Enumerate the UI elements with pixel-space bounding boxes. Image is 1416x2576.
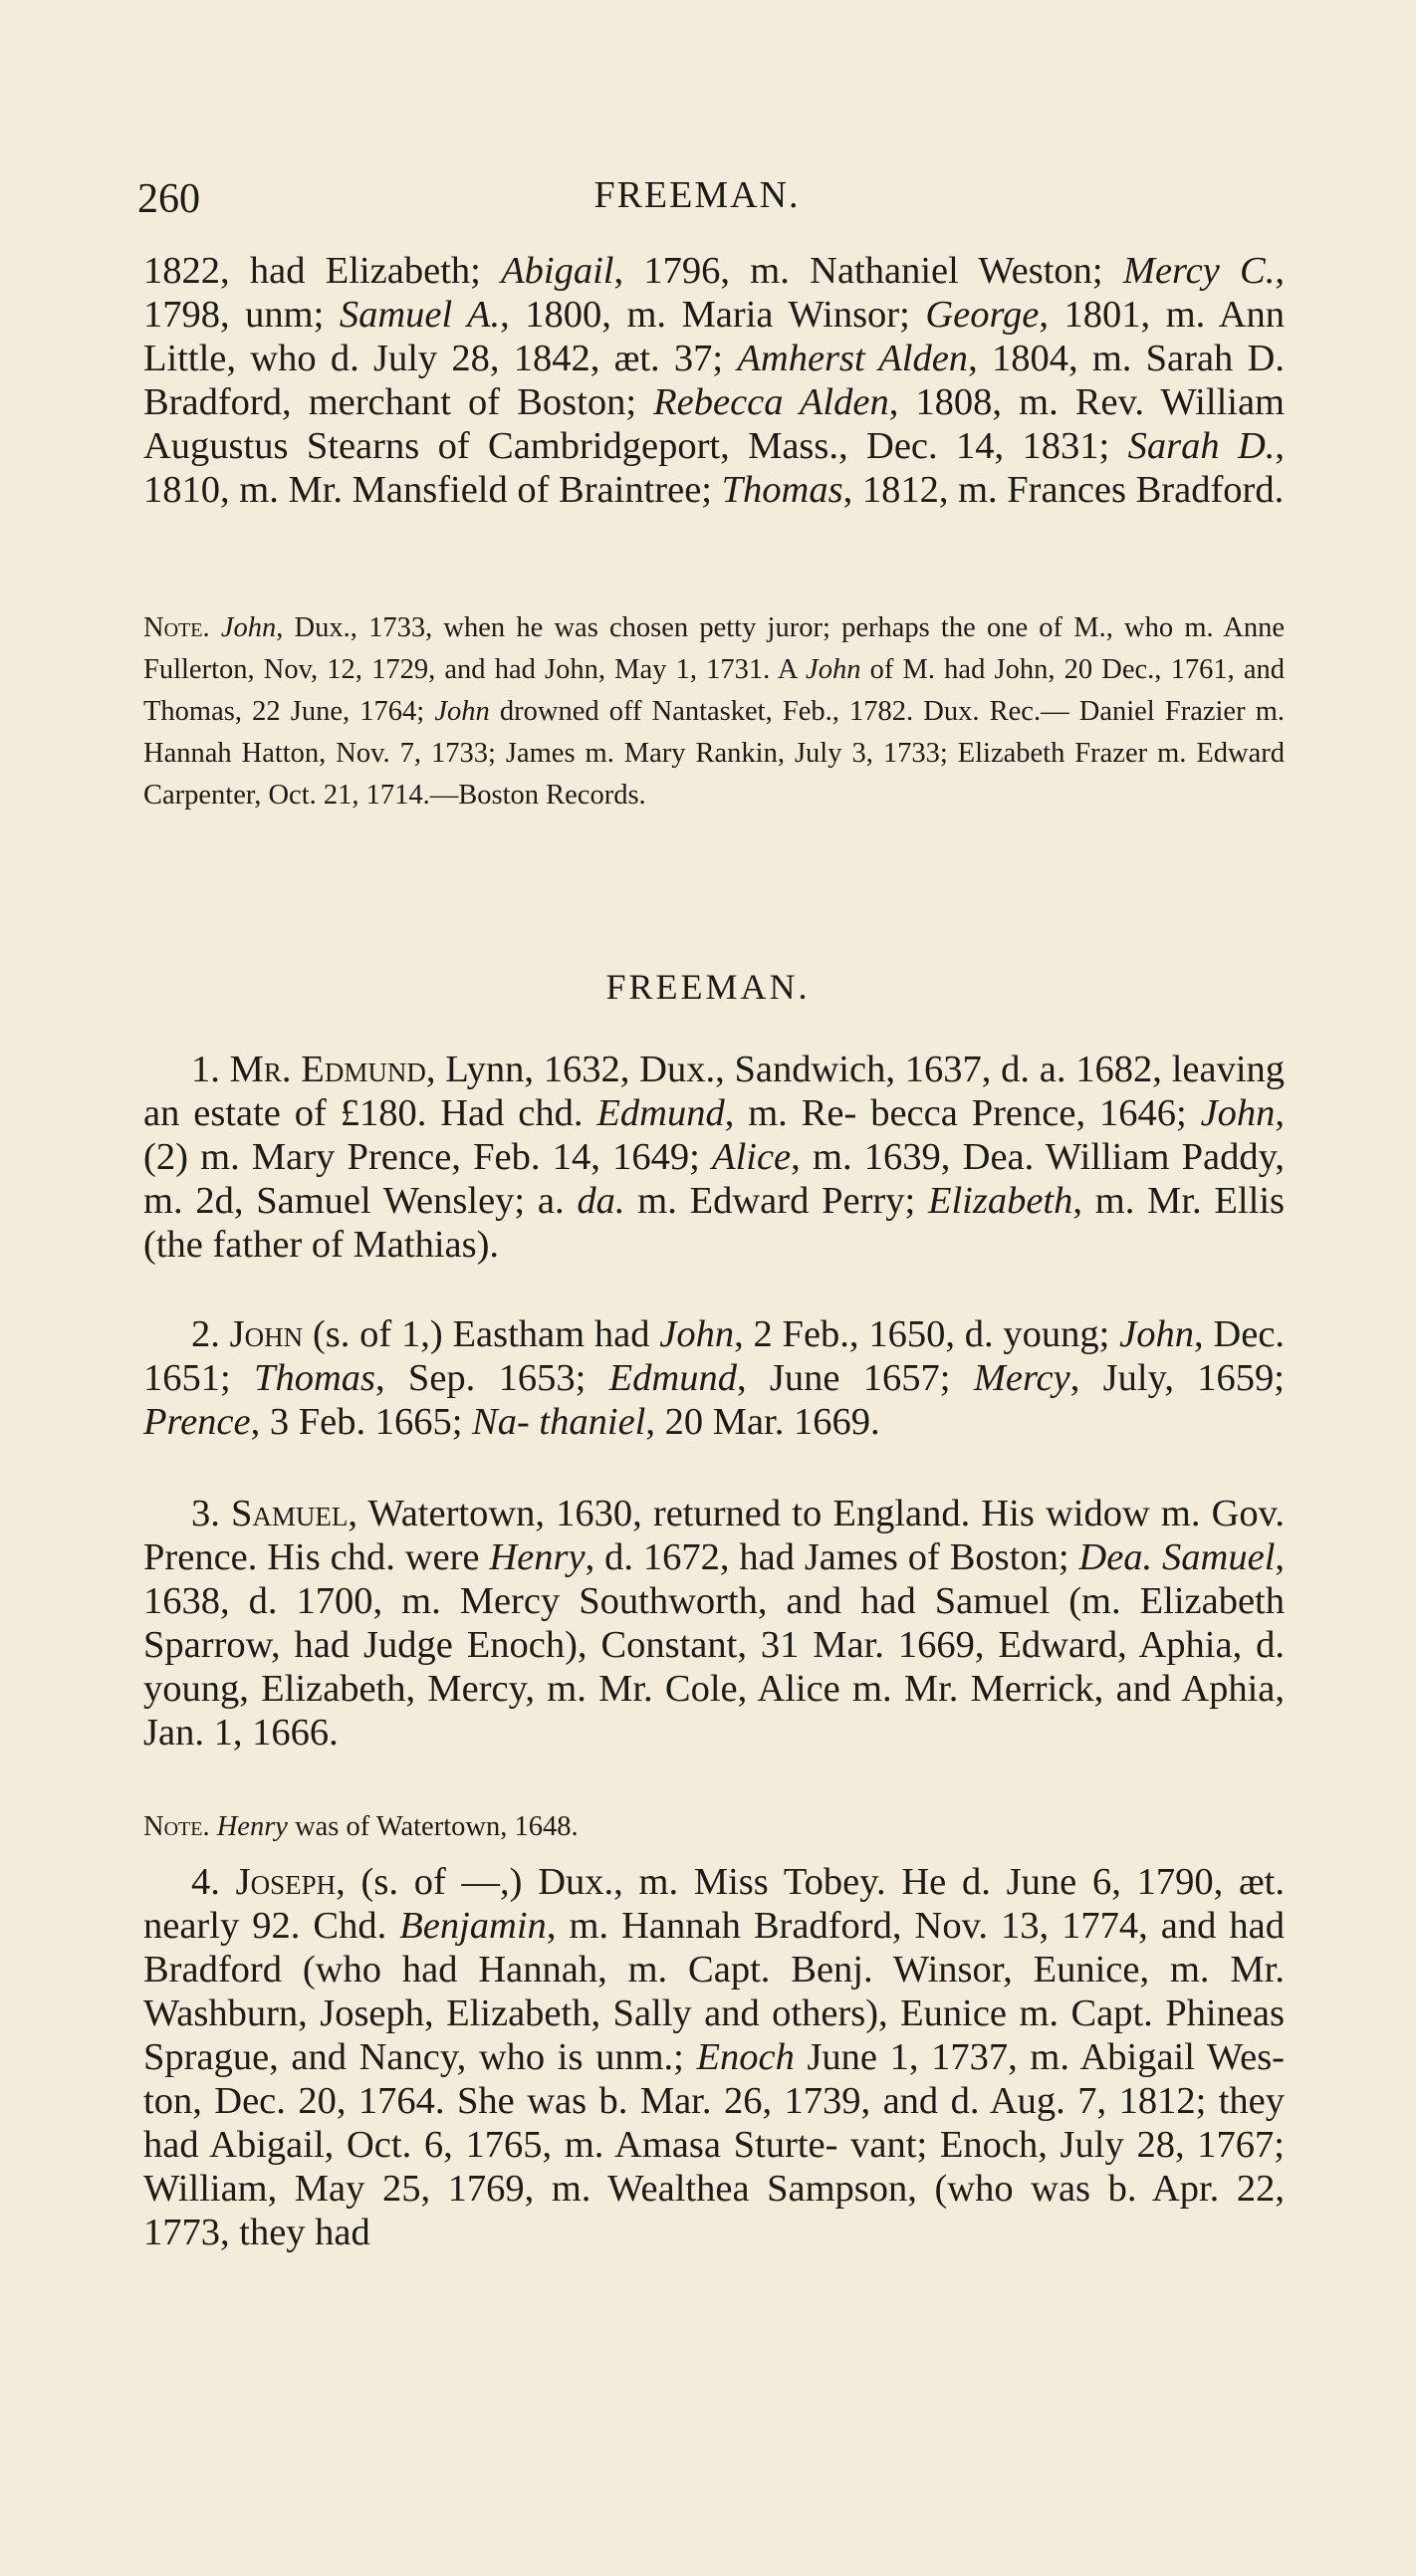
text-line: 3. Samuel, Watertown, 1630, returned to England. His xyxy=(191,1493,1035,1534)
text-line: Frances Bradford. xyxy=(1007,469,1285,511)
text-line: Boston; Rebecca Alden, 1808, m. Rev. William Augustus xyxy=(143,381,1285,467)
text-line: Nov. 13, 1774, and had Bradford (who had Hannah, m. Capt. xyxy=(143,1905,1286,1991)
text-line: 1649; Alice, m. 1639, Dea. William Paddy, m. 2d, Samuel xyxy=(143,1136,1286,1222)
italic-name: Abigail xyxy=(501,250,614,292)
italic-name: John xyxy=(1119,1313,1195,1355)
italic-name: da. xyxy=(577,1180,625,1222)
italic-name: thaniel xyxy=(539,1401,646,1443)
text-line: (the father of Mathias). xyxy=(143,1224,500,1266)
text-line: Frazier m. Hannah Hatton, Nov. 7, 1733; James m. Mary Rankin, July xyxy=(143,696,1286,769)
text-line: June 1657; Mercy, July, 1659; Prence, 3 Feb. 1665; Na- xyxy=(143,1357,1285,1443)
note-label: Note. xyxy=(143,1811,210,1842)
section-title: FREEMAN. xyxy=(605,967,811,1007)
italic-name: Dea. Samuel xyxy=(1078,1536,1276,1578)
small-caps-name: Samuel xyxy=(231,1493,349,1534)
text-line: Judge Enoch), Constant, 31 Mar. 1669, Edward, Aphia, d. xyxy=(363,1624,1286,1666)
text-line: Note. John, Dux., 1733, when he was chosen petty juror; perhaps xyxy=(143,612,930,643)
top-paragraph xyxy=(143,249,1285,512)
italic-name: Henry xyxy=(216,1811,288,1842)
italic-name: Rebecca Alden xyxy=(653,381,889,423)
entry-lines xyxy=(143,1492,1285,1755)
italic-name: John xyxy=(806,654,861,685)
text-line: 2. John (s. of 1,) Eastham had John, 2 Feb., 1650, d. xyxy=(191,1313,994,1355)
text-line: 4. Joseph, (s. of —,) Dux., m. Miss Tobey. He d. June 6, xyxy=(191,1861,1121,1903)
italic-name: Thomas xyxy=(254,1357,375,1399)
small-caps-name: Joseph xyxy=(235,1861,337,1903)
italic-name: Mercy xyxy=(973,1357,1070,1399)
text-line: the one of M., who m. Anne Fullerton, Nov, 12, 1729, and had John, May xyxy=(143,612,1286,685)
italic-name: Elizabeth xyxy=(927,1180,1073,1222)
entry-3 xyxy=(143,1492,1285,1755)
text-line: ton, Dec. 20, 1764. She was b. Mar. 26, 1739, and d. Aug. xyxy=(143,2080,1065,2122)
text-line: 7, 1812; they had Abigail, Oct. 6, 1765, m. Amasa Sturte- xyxy=(143,2080,1285,2166)
text-line: Wealthea Sampson, (who was b. Apr. 22, 1773, they had xyxy=(143,2168,1285,2253)
text-line: Benj. Winsor, Eunice, m. Mr. Washburn, Joseph, Elizabeth, xyxy=(143,1949,1285,2034)
entry-4 xyxy=(143,1860,1285,2254)
text-line: Stearns of Cambridgeport, Mass., Dec. 14, 1831; Sarah D., xyxy=(306,425,1286,467)
text-line: Note. Henry was of Watertown, 1648. xyxy=(143,1811,579,1842)
italic-name: Prence xyxy=(143,1401,251,1443)
note-label: Note. xyxy=(143,612,210,643)
text-line: Wensley; a. da. m. Edward Perry; Elizabeth, m. Mr. Ellis xyxy=(382,1180,1286,1222)
text-line: young; John, Dec. 1651; Thomas, Sep. 1653; Edmund, xyxy=(143,1313,1286,1399)
italic-name: Edmund xyxy=(596,1092,725,1134)
text-line: Mercy C., 1798, unm; Samuel A., 1800, m. Maria Winsor; xyxy=(143,250,1285,336)
italic-name: John xyxy=(434,696,490,727)
italic-name: Sarah D. xyxy=(1127,425,1276,467)
page-number: 260 xyxy=(137,176,200,222)
note-lines xyxy=(143,1806,1285,1848)
italic-name: Benjamin xyxy=(399,1905,547,1947)
text-line: thaniel, 20 Mar. 1669. xyxy=(539,1401,880,1443)
text-line: James of Boston; Dea. Samuel, 1638, d. 1700, m. Mercy xyxy=(143,1536,1286,1622)
text-line: 1. Mr. Edmund, Lynn, 1632, Dux., Sandwich, 1637, d. a. xyxy=(191,1049,1066,1090)
text-line: and Aphia, Jan. 1, 1666. xyxy=(143,1668,1286,1754)
entry-lines xyxy=(143,1312,1285,1444)
text-line: 1, 1731. A John of M. had John, 20 Dec., 1761, and Thomas, 22 June, xyxy=(143,654,1286,727)
italic-name: John xyxy=(1200,1092,1276,1134)
entry-lines xyxy=(143,1860,1285,2254)
text-line: George, 1801, m. Ann Little, who d. July 28, 1842, æt. 37; xyxy=(143,294,1285,379)
italic-name: Mercy C. xyxy=(1122,250,1276,292)
note-2 xyxy=(143,1806,1285,1848)
italic-name: Enoch xyxy=(696,2036,795,2078)
entry-2 xyxy=(143,1312,1285,1444)
text-line: widow m. Gov. Prence. His chd. were Henry, d. 1672, had xyxy=(143,1493,1286,1578)
italic-name: John xyxy=(659,1313,735,1355)
italic-name: John xyxy=(220,612,277,643)
small-caps-name: John xyxy=(229,1313,304,1355)
entry-1 xyxy=(143,1048,1285,1267)
text-line: 1682, leaving an estate of £180. Had chd. Edmund, m. Re- xyxy=(143,1049,1286,1134)
text-line: young, Elizabeth, Mercy, m. Mr. Cole, Alice m. Mr. Merrick, xyxy=(143,1668,1104,1710)
italic-name: Alice xyxy=(712,1136,792,1178)
text-line: 1810, m. Mr. Mansfield of Braintree; Thomas, 1812, m. xyxy=(143,469,998,511)
text-line: becca Prence, 1646; John, (2) m. Mary Prence, Feb. 14, xyxy=(143,1092,1286,1178)
text-line: 1764; John drowned off Nantasket, Feb., 1782. Dux. Rec.— Daniel xyxy=(359,696,1155,727)
running-header xyxy=(119,167,1275,227)
small-caps-name: Mr. Edmund xyxy=(229,1049,426,1090)
text-line: Southworth, and had Samuel (m. Elizabeth Sparrow, had xyxy=(143,1580,1285,1666)
note-1 xyxy=(143,607,1285,817)
italic-name: Edmund xyxy=(608,1357,737,1399)
text-line: 1822, had Elizabeth; Abigail, 1796, m. Nathaniel Weston; xyxy=(143,250,1103,292)
text-line: Amherst Alden, 1804, m. Sarah D. Bradford, merchant of xyxy=(143,338,1285,423)
italic-name: Henry xyxy=(489,1536,586,1578)
paragraph-lines xyxy=(143,249,1285,512)
text-line: Sally and others), Eunice m. Capt. Phineas Sprague, and xyxy=(143,1992,1285,2078)
text-line: Records. xyxy=(546,780,646,811)
text-line: vant; Enoch, July 28, 1767; William, May 25, 1769, m. xyxy=(143,2124,1285,2210)
italic-name: Samuel A. xyxy=(339,294,501,336)
text-line: 1790, æt. nearly 92. Chd. Benjamin, m. Hannah Bradford, xyxy=(143,1861,1286,1947)
text-line: 3, 1733; Elizabeth Frazer m. Edward Carpenter, Oct. 21, 1714.—Boston xyxy=(143,738,1285,811)
italic-name: Na- xyxy=(472,1401,530,1443)
italic-name: George xyxy=(925,294,1040,336)
text-line: Nancy, who is unm.; Enoch June 1, 1737, m. Abigail Wes- xyxy=(358,2036,1286,2078)
running-title: FREEMAN. xyxy=(593,174,801,216)
note-lines xyxy=(143,607,1285,817)
italic-name: Thomas xyxy=(721,469,843,511)
entry-lines xyxy=(143,1048,1285,1267)
italic-name: Amherst Alden xyxy=(737,338,969,379)
